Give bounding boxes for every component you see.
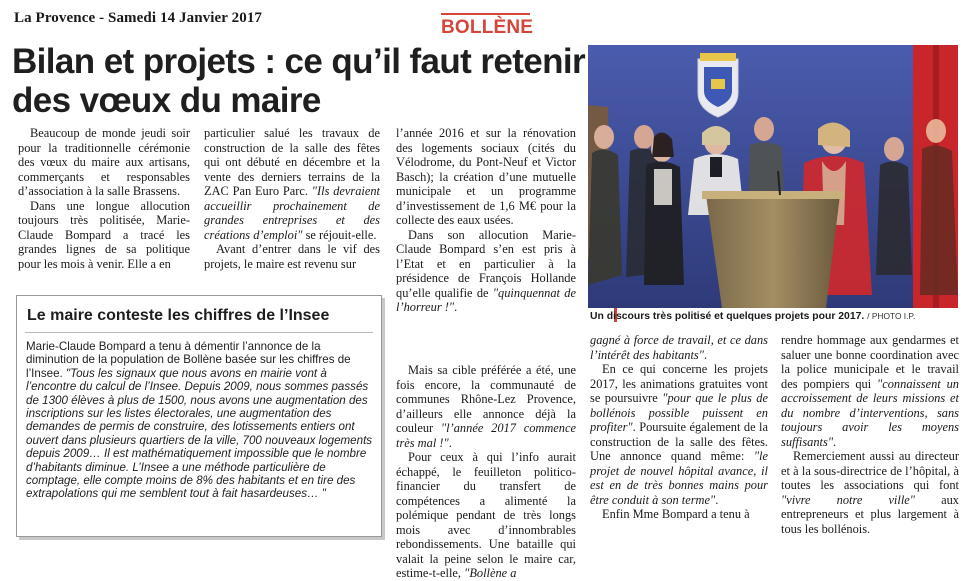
text-run: . [448, 435, 452, 450]
caption-text: Un discours très politisé et quelques projets pour 2017. [590, 311, 865, 322]
text-run: rendre hommage aux gendarmes et saluer une bonne coordination avec la police municipale et le travail des pompiers qui [781, 333, 959, 391]
article-column-3 [396, 126, 576, 315]
paragraph [396, 228, 576, 315]
text-run: Pour ceux à qui l’info aurait échappé, le feuilleton politico-financier du transfert de compétences a alimenté la polémique pendant de très longs mois avec d’innombrables rebondissements. Une bataille qui valait la peine selon le maire car, estime-t-elle, [396, 450, 576, 580]
text-run: . Poursuite également de la construction de la salle des fêtes. Une annonce quand même: [590, 420, 768, 463]
quote: "le projet de nouvel hôpital avance, il est en de très bonnes mains pour être conduit à son terme" [590, 449, 768, 507]
sidebar-box-title: Le maire conteste les chiffres de l’Insee [27, 307, 330, 324]
news-photo [588, 45, 958, 308]
section-name: BOLLÈNE [441, 17, 534, 38]
article-title [12, 42, 587, 120]
sidebar-box [16, 295, 382, 537]
text-run: . [454, 300, 458, 314]
paragraph [590, 362, 768, 507]
newspaper-header: La Provence - Samedi 14 Janvier 2017 [14, 10, 263, 26]
text-run: Remerciement aussi au directeur et à la sous-directrice de l’hôpital, à toutes les associations qui font [781, 449, 959, 492]
text-run: . [833, 434, 837, 449]
city-crest-icon [698, 53, 738, 117]
article-column-5 [590, 333, 768, 522]
paragraph [590, 333, 768, 362]
divider [25, 332, 373, 333]
photo-caption [590, 311, 960, 322]
photo-illustration [588, 45, 958, 308]
photo-credit: / PHOTO I.P. [867, 311, 916, 321]
quote: "connaissent un accroissement de leurs missions et du nombre d’interventions, sans toujours avoir les moyens suffisants" [781, 376, 959, 449]
title-line-1: Bilan et projets : ce qu’il faut retenir [12, 42, 586, 81]
quote: "Tous les signaux que nous avons en mairie vont à l’encontre du calcul de l’Insee. Depuis 2009, nous sommes passés de 1300 élèves à plus de 1500, nous avons une augmentation des inscriptions sur les listes électorales, une augmentation des demandes de permis de construire, des lotissements entiers ont ouvert dans plusieurs quartiers de la ville, 700 nouveaux logements depuis 2009… Il est mathématiquement impossible que le nombre d’habitants diminue. L’Insee a une méthode particulière de comptage, elle compte moins de 8% des habitants et en tire des extrapolations qui me semblent tout à fait hasardeuses… " [26, 366, 373, 501]
quote: "Ils devraient accueillir prochainement de grandes entreprises et des créations d’emploi" [204, 184, 380, 242]
quote: "pour que le plus de bollénois possible puissent en profiter" [590, 391, 768, 434]
paragraph [396, 450, 576, 581]
text-run: En ce qui concerne les projets 2017, les animations gratuites vont se poursuivre [590, 362, 768, 405]
paragraph: Avant d’entrer dans le vif des projets, le maire est revenu sur [204, 242, 380, 271]
quote: "Bollène a [464, 566, 517, 580]
text-run: aux entrepreneurs et plus largement à tous les bollénois. [781, 492, 959, 536]
text-run: . [703, 347, 708, 362]
article-column-6 [781, 333, 959, 536]
paragraph: Beaucoup de monde jeudi soir pour la traditionnelle cérémonie des vœux du maire aux artisans, commerçants et responsables d’association à la salle Brassens. [18, 126, 190, 198]
text-run: Marie-Claude Bompard a tenu à démentir l’annonce de la diminution de la population de Bollène basée sur les chiffres de l’Insee. [26, 340, 351, 380]
section-label [441, 13, 534, 41]
paragraph: Dans une longue allocution toujours très politisée, Marie-Claude Bompard a tracé les grandes lignes de sa politique pour les mois à venir. Elle a en [18, 198, 190, 271]
text-run: Dans son allocution Marie-Claude Bompard s’en est pris à l’Etat et en particulier à la présidence de François Hollande qu’elle qualifie de [396, 227, 576, 300]
title-line-2: des vœux du maire [12, 81, 321, 120]
podium-icon [702, 171, 844, 308]
paragraph [396, 363, 576, 450]
paragraph [781, 449, 959, 536]
article-column-4 [396, 363, 576, 581]
quote: "vivre notre ville" [781, 492, 915, 507]
paragraph: Enfin Mme Bompard a tenu à [602, 507, 750, 521]
text-run: particulier salué les travaux de construction de la salle des fêtes qui ont débuté en décembre et la vente des derniers terrains de la ZAC Pan Euro Parc. [204, 126, 380, 198]
paragraph: l’année 2016 et sur la rénovation des logements sociaux (cités du Vélodrome, du Pont-Neuf et Victor Basch); la création d’une mutuelle municipale et un programme d’investissement de 1,6 M€ pour la collecte des eaux usées. [396, 126, 576, 227]
text-run: Mais sa cible préférée a été, une fois encore, la communauté de communes Rhône-Lez Provence, d’ailleurs elle annonce déjà la couleur [396, 363, 576, 435]
text-run: se réjouit-elle. [302, 227, 377, 242]
sidebar-box-text [26, 340, 373, 501]
quote: gagné à force de travail, et ce dans l’intérêt des habitants" [590, 333, 768, 362]
quote: "quinquennat de l’horreur !" [396, 285, 576, 314]
article-column-1 [18, 126, 190, 271]
text-run: . [715, 492, 719, 507]
article-column-2 [204, 126, 380, 271]
quote: "l’année 2017 commence très mal !" [396, 421, 576, 450]
paragraph [781, 333, 959, 449]
paragraph [204, 126, 380, 242]
